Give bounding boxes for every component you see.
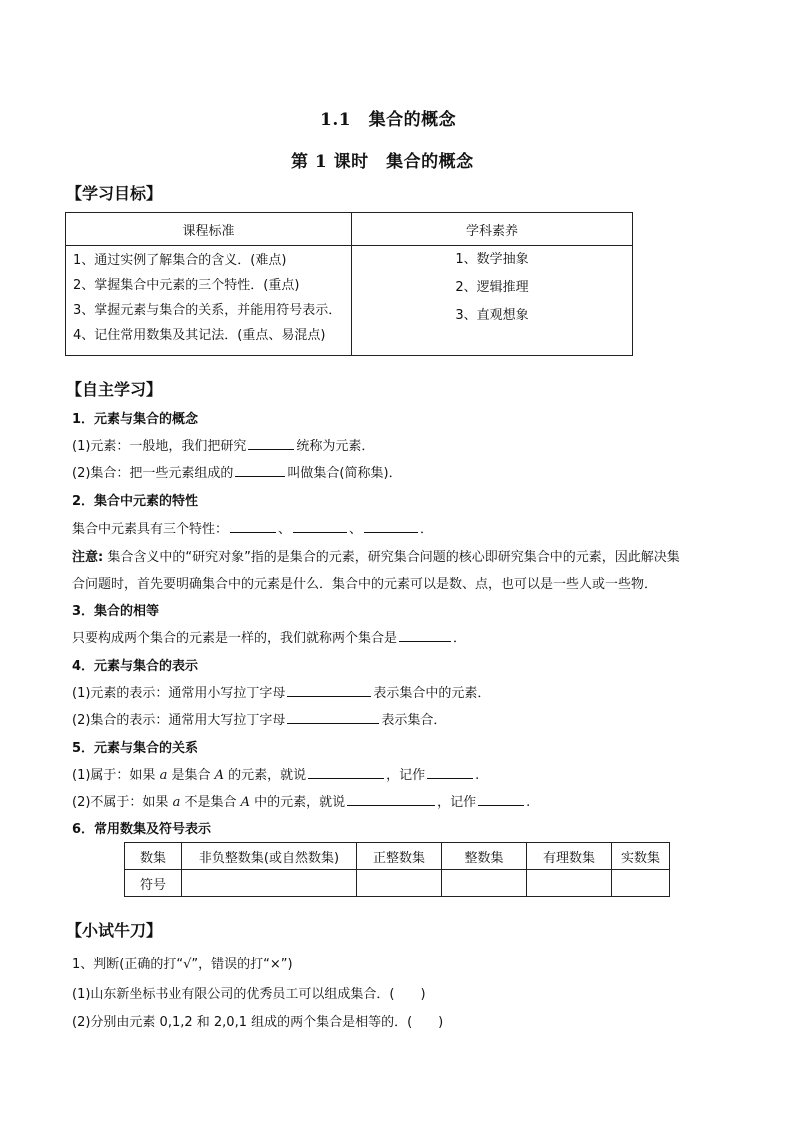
s4-line1-a: (1)元素的表示：通常用小写拉丁字母 (72, 686, 286, 701)
s2-sep: 、 (278, 522, 292, 537)
trial-q1-1: (1)山东新坐标书业有限公司的优秀员工可以组成集合．( ) (72, 987, 426, 1002)
s3-line1-a: 只要构成两个集合的元素是一样的，我们就称两个集合是 (72, 631, 398, 646)
number-sets-table (124, 842, 670, 897)
s5-line2-a: (2)不属于：如果 (72, 795, 173, 810)
var-A: A (214, 768, 224, 783)
answer-blank[interactable] (287, 683, 371, 697)
s2-sep: 、 (349, 522, 363, 537)
lesson-title: 第 1 课时 集合的概念 (291, 152, 474, 172)
note-text-1: 集合含义中的“研究对象”指的是集合的元素，研究集合问题的核心即研究集合中的元素，因此解决集 (103, 550, 680, 565)
chapter-title: 1.1 集合的概念 (320, 110, 457, 130)
s3-line1 (72, 627, 466, 646)
s3-title: 3．集合的相等 (72, 604, 160, 619)
goals-header: 【学习目标】 (66, 184, 163, 203)
goals-table (65, 212, 633, 356)
sets-cell: 整数集 (442, 843, 527, 870)
var-A: A (240, 795, 250, 810)
s3-line1-b: ． (453, 631, 467, 646)
sets-cell: 实数集 (612, 843, 670, 870)
s4-line1-b: 表示集合中的元素． (373, 686, 491, 701)
s1-line1-b: 统称为元素． (296, 439, 375, 454)
s1-line2-b: 叫做集合(简称集)． (287, 466, 402, 481)
trial-q1: 1、判断(正确的打“√”，错误的打“×”) (72, 957, 293, 972)
s5-title: 5．元素与集合的关系 (72, 741, 199, 756)
s1-line1-a: (1)元素：一般地，我们把研究 (72, 439, 247, 454)
answer-blank[interactable] (478, 792, 524, 806)
answer-blank[interactable] (347, 792, 435, 806)
s2-end: ． (420, 522, 434, 537)
trial-q1-2: (2)分别由元素 0,1,2 和 2,0,1 组成的两个集合是相等的．( ) (72, 1015, 444, 1030)
goals-col-literacy: 学科素养 (352, 213, 633, 246)
literacy-item: 1、数学抽象 (455, 252, 529, 267)
s5-line2 (72, 791, 530, 810)
s4-title: 4．元素与集合的表示 (72, 659, 199, 674)
answer-blank[interactable] (235, 463, 285, 477)
symbol-answer-cell[interactable] (357, 870, 442, 897)
var-a: a (172, 795, 181, 810)
symbol-answer-cell[interactable] (527, 870, 612, 897)
s5-line1-d: ，记作 (386, 768, 426, 783)
standard-item: 3、掌握元素与集合的关系，并能用符号表示． (73, 303, 342, 318)
sets-cell: 非负整数集(或自然数集) (182, 843, 357, 870)
sets-cell: 正整数集 (357, 843, 442, 870)
s6-title: 6．常用数集及符号表示 (72, 822, 212, 837)
answer-blank[interactable] (308, 765, 384, 779)
answer-blank[interactable] (248, 436, 294, 450)
answer-blank[interactable] (230, 519, 276, 533)
s5-line1-a: (1)属于：如果 (72, 768, 160, 783)
sets-cell: 符号 (125, 870, 182, 897)
trial-header: 【小试牛刀】 (66, 921, 163, 940)
s5-line2-b: 不是集合 (180, 795, 241, 810)
s5-line2-e: . (526, 795, 531, 810)
s1-title: 1．元素与集合的概念 (72, 412, 199, 427)
s2-title: 2．集合中元素的特性 (72, 494, 199, 509)
symbol-answer-cell[interactable] (442, 870, 527, 897)
answer-blank[interactable] (364, 519, 418, 533)
sets-cell: 有理数集 (527, 843, 612, 870)
s2-note-line1 (72, 546, 680, 565)
standard-item: 2、掌握集合中元素的三个特性．(重点) (73, 278, 300, 293)
s4-line2-b: 表示集合． (381, 713, 447, 728)
literacy-item: 2、逻辑推理 (455, 280, 529, 295)
s2-line1 (72, 518, 433, 537)
s5-line2-c: 中的元素，就说 (249, 795, 346, 810)
goals-col-standards: 课程标准 (66, 213, 352, 246)
standard-item: 1、通过实例了解集合的含义．(难点) (73, 253, 287, 268)
standard-item: 4、记住常用数集及其记法．(重点、易混点) (73, 328, 326, 343)
s1-line2 (72, 462, 402, 481)
s1-line2-a: (2)集合：把一些元素组成的 (72, 466, 234, 481)
symbol-answer-cell[interactable] (182, 870, 357, 897)
answer-blank[interactable] (293, 519, 347, 533)
standards-cell (66, 246, 352, 356)
s4-line1 (72, 682, 490, 701)
literacy-item: 3、直观想象 (455, 308, 529, 323)
s5-line1-e: . (475, 768, 480, 783)
note-label: 注意: (72, 550, 104, 565)
s5-line1-c: 的元素，就说 (223, 768, 307, 783)
s4-line2 (72, 709, 446, 728)
s5-line1-b: 是集合 (167, 768, 215, 783)
s5-line1 (72, 764, 479, 783)
answer-blank[interactable] (287, 710, 379, 724)
sets-cell: 数集 (125, 843, 182, 870)
literacy-cell (352, 246, 633, 356)
answer-blank[interactable] (399, 628, 451, 642)
s2-line1-a: 集合中元素具有三个特性： (72, 522, 229, 537)
s2-note-line2: 合问题时，首先要明确集合中的元素是什么．集合中的元素可以是数、点，也可以是一些人或一些物． (72, 577, 658, 592)
s4-line2-a: (2)集合的表示：通常用大写拉丁字母 (72, 713, 286, 728)
s1-line1 (72, 435, 374, 454)
symbol-answer-cell[interactable] (612, 870, 670, 897)
self-study-header: 【自主学习】 (66, 380, 163, 399)
answer-blank[interactable] (427, 765, 473, 779)
var-a: a (159, 768, 168, 783)
s5-line2-d: ，记作 (437, 795, 477, 810)
